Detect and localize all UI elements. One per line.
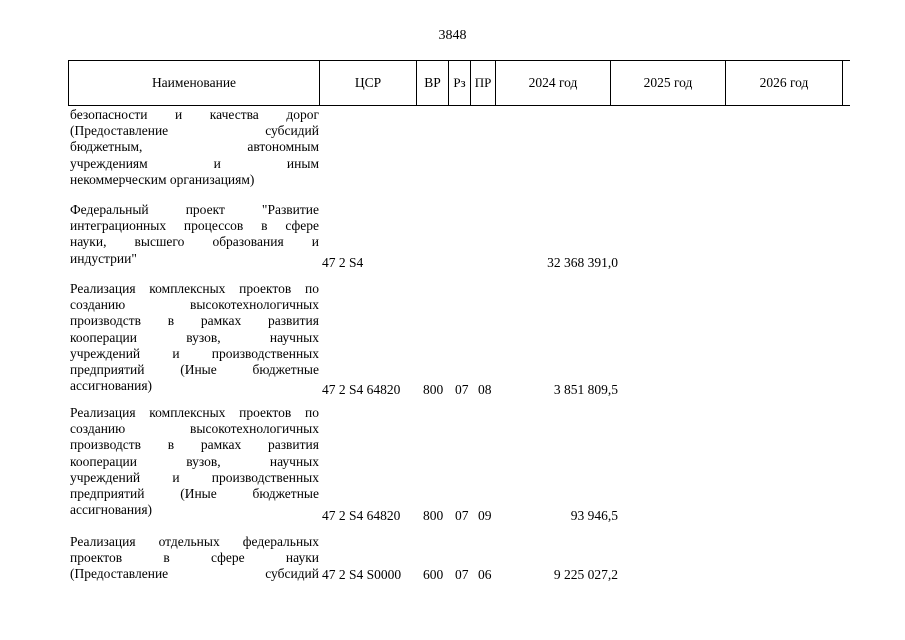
row-pr: 06: [478, 567, 492, 582]
table-header: [68, 60, 850, 106]
row-vr: 800: [423, 508, 444, 523]
header-2024: 2024 год: [496, 61, 611, 105]
row-name: безопасности и качества дорог (Предоставление субсидий бюджетным, автономным учреждениям и иным некоммерческим организациям): [70, 107, 319, 187]
header-vr: ВР: [417, 61, 449, 105]
row-2024: 9 225 027,2: [553, 567, 618, 582]
row-csr: 47 2 S4 64820: [322, 382, 401, 397]
row-rz: 07: [455, 382, 469, 397]
row-2024: 3 851 809,5: [553, 382, 618, 397]
row-rz: 07: [455, 508, 469, 523]
row-2024: 32 368 391,0: [547, 255, 618, 270]
page-number: 3848: [438, 28, 467, 43]
header-2026: 2026 год: [726, 61, 843, 105]
row-csr: 47 2 S4: [322, 255, 364, 270]
row-name: Реализация комплексных проектов по созданию высокотехнологичных производств в рамках развития кооперации вузов, научных учреждений и производственных предприятий (Иные бюджетные ассигнования): [70, 405, 319, 518]
row-rz: 07: [455, 567, 469, 582]
header-pr: ПР: [471, 61, 496, 105]
row-vr: 800: [423, 382, 444, 397]
header-rz: Рз: [449, 61, 471, 105]
row-name: Реализация отдельных федеральных проектов в сфере науки (Предоставление субсидий: [70, 534, 319, 582]
row-2024: 93 946,5: [570, 508, 618, 523]
row-vr: 600: [423, 567, 444, 582]
header-2025: 2025 год: [611, 61, 726, 105]
header-csr: ЦСР: [320, 61, 417, 105]
row-name: Федеральный проект "Развитие интеграционных процессов в сфере науки, высшего образования и индустрии": [70, 202, 319, 266]
row-csr: 47 2 S4 S0000: [322, 567, 402, 582]
row-csr: 47 2 S4 64820: [322, 508, 401, 523]
row-name: Реализация комплексных проектов по созданию высокотехнологичных производств в рамках развития кооперации вузов, научных учреждений и производственных предприятий (Иные бюджетные ассигнования): [70, 281, 319, 394]
row-pr: 08: [478, 382, 492, 397]
row-pr: 09: [478, 508, 492, 523]
header-name: Наименование: [69, 61, 320, 105]
